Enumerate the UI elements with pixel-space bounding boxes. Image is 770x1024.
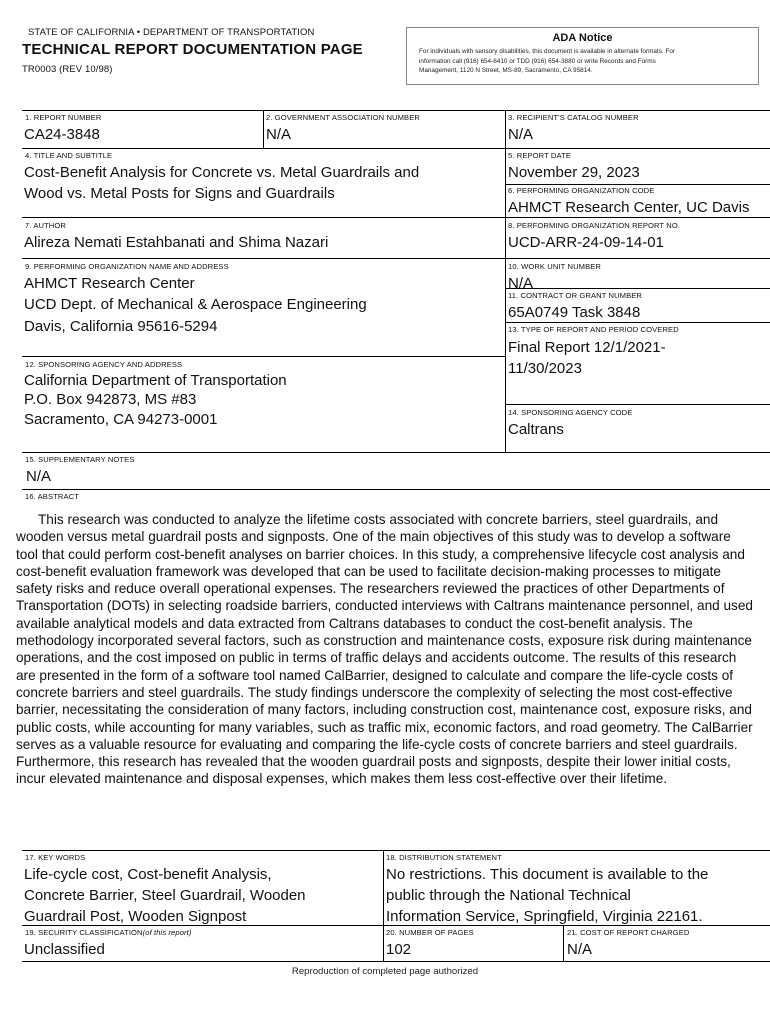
report-period-line-2: 11/30/2023 [508, 360, 582, 377]
distribution-line-2: public through the National Technical [386, 887, 631, 904]
abstract-body [16, 511, 756, 788]
number-of-pages-value: 102 [386, 941, 412, 958]
rule [22, 356, 506, 357]
performing-org-line-3: Davis, California 95616-5294 [24, 318, 218, 335]
supplementary-notes-value: N/A [26, 468, 52, 485]
form-id: TR0003 (REV 10/98) [22, 64, 113, 75]
security-classification-value: Unclassified [24, 941, 105, 958]
work-unit-label: 10. WORK UNIT NUMBER [508, 262, 601, 271]
title-line-1: Cost-Benefit Analysis for Concrete vs. Metal Guardrails and [24, 164, 420, 181]
sponsoring-agency-line-1: California Department of Transportation [24, 372, 287, 389]
ada-notice-line: Management, 1120 N Street, MS-89, Sacramento, CA 95814. [419, 67, 593, 74]
gov-association-number-value: N/A [266, 126, 292, 143]
performing-org-report-label: 8. PERFORMING ORGANIZATION REPORT NO. [508, 221, 681, 230]
report-period-label: 13. TYPE OF REPORT AND PERIOD COVERED [508, 325, 679, 334]
agency-line: STATE OF CALIFORNIA • DEPARTMENT OF TRANSPORTATION [28, 27, 315, 38]
rule [506, 288, 770, 289]
ada-notice-title: ADA Notice [552, 32, 613, 44]
supplementary-notes-label: 15. SUPPLEMENTARY NOTES [25, 455, 135, 464]
sponsoring-agency-line-3: Sacramento, CA 94273-0001 [24, 411, 218, 428]
rule [506, 184, 770, 185]
rule [506, 404, 770, 405]
performing-org-line-2: UCD Dept. of Mechanical & Aerospace Engineering [24, 296, 367, 313]
security-classification-label-note: (of this report) [142, 928, 192, 937]
rule [22, 148, 770, 149]
work-unit-value: N/A [508, 275, 534, 292]
author-value: Alireza Nemati Estahbanati and Shima Nazari [24, 234, 329, 251]
rule [563, 925, 564, 961]
rule [22, 850, 770, 851]
contract-grant-label: 11. CONTRACT OR GRANT NUMBER [508, 291, 643, 300]
rule [22, 258, 770, 259]
report-period-line-1: Final Report 12/1/2021- [508, 339, 666, 356]
security-classification-label-text: 19. SECURITY CLASSIFICATION [25, 928, 143, 937]
security-classification-label [25, 928, 192, 937]
rule [383, 850, 384, 961]
rule [22, 489, 770, 490]
rule [22, 961, 770, 962]
report-date-label: 5. REPORT DATE [508, 151, 572, 160]
ada-notice-line: For individuals with sensory disabilities, this document is available in alternate formats. For [419, 48, 676, 55]
title-subtitle-label: 4. TITLE AND SUBTITLE [25, 151, 113, 160]
cost-of-report-value: N/A [567, 941, 593, 958]
performing-org-line-1: AHMCT Research Center [24, 275, 195, 292]
distribution-statement-label: 18. DISTRIBUTION STATEMENT [386, 853, 502, 862]
ada-notice-box [406, 27, 759, 85]
key-words-line-1: Life-cycle cost, Cost-benefit Analysis, [24, 866, 272, 883]
abstract-text: This research was conducted to analyze the lifetime costs associated with concrete barriers, steel guardrails, and wooden versus metal guardrail posts and signposts. One of the main objectives of this study was to develop a software tool that could perform cost-benefit analyses on barrier choices. In this study, a comprehensive lifecycle cost analysis and cost-benefit evaluation framework was developed that can be used to facilitate decision-making processes to mitigate safety risks and reduce overall operational expenses. The researchers reviewed the practices of other Departments of Transportation (DOTs) in selecting roadside barriers, conducted interviews with Caltrans maintenance personnel, and used available analytical models and data extracted from Caltrans databases to conduct the cost-benefit analysis. The methodology incorporated several factors, such as construction and maintenance costs, exposure risk during maintenance operations, and the cost imposed on public in terms of traffic delays and accidents outcome. The results of this research are presented in the form of a software tool named CalBarrier, designed to calculate and compare the life-cycle costs of concrete barriers and steel guardrails. The study findings underscore the complexity of selecting the most cost-effective barrier, necessitating the consideration of many factors, including construction cost, maintenance cost, exposure risks, and public costs, while accounting for many variables, such as traffic mix, economic factors, and road geometry. The CalBarrier serves as a valuable resource for evaluating and comparing the life-cycle costs of concrete barriers and steel guardrails. Furthermore, this research has revealed that the wooden guardrail posts and signposts, despite their lower initial costs, incur elevated maintenance and disposal expenses, which makes them less cost-effective over their lifetime. [16, 512, 753, 787]
key-words-line-3: Guardrail Post, Wooden Signpost [24, 908, 247, 925]
rule [263, 110, 264, 148]
author-label: 7. AUTHOR [25, 221, 66, 230]
performing-org-name-label: 9. PERFORMING ORGANIZATION NAME AND ADDRESS [25, 262, 229, 271]
contract-grant-value: 65A0749 Task 3848 [508, 304, 641, 321]
abstract-label: 16. ABSTRACT [25, 492, 79, 501]
key-words-line-2: Concrete Barrier, Steel Guardrail, Wooden [24, 887, 306, 904]
key-words-label: 17. KEY WORDS [25, 853, 86, 862]
report-date-value: November 29, 2023 [508, 164, 640, 181]
sponsoring-agency-line-2: P.O. Box 942873, MS #83 [24, 391, 197, 408]
gov-association-number-label: 2. GOVERNMENT ASSOCIATION NUMBER [266, 113, 420, 122]
rule [22, 110, 770, 111]
rule [505, 110, 506, 452]
page-title: TECHNICAL REPORT DOCUMENTATION PAGE [22, 41, 363, 58]
performing-org-code-label: 6. PERFORMING ORGANIZATION CODE [508, 186, 655, 195]
rule [22, 452, 770, 453]
performing-org-report-value: UCD-ARR-24-09-14-01 [508, 234, 664, 251]
sponsoring-agency-label: 12. SPONSORING AGENCY AND ADDRESS [25, 360, 183, 369]
performing-org-code-value: AHMCT Research Center, UC Davis [508, 199, 750, 216]
cost-of-report-label: 21. COST OF REPORT CHARGED [567, 928, 690, 937]
recipient-catalog-label: 3. RECIPIENT'S CATALOG NUMBER [508, 113, 639, 122]
distribution-line-1: No restrictions. This document is available to the [386, 866, 709, 883]
report-number-label: 1. REPORT NUMBER [25, 113, 102, 122]
ada-notice-line: information call (916) 654-6410 or TDD (916) 654-3880 or write Records and Forms [419, 57, 656, 65]
footer-note: Reproduction of completed page authorized [291, 966, 479, 977]
sponsoring-agency-code-label: 14. SPONSORING AGENCY CODE [508, 408, 633, 417]
distribution-line-3: Information Service, Springfield, Virginia 22161. [386, 908, 703, 925]
number-of-pages-label: 20. NUMBER OF PAGES [386, 928, 474, 937]
recipient-catalog-value: N/A [508, 126, 534, 143]
ada-notice-text [419, 47, 750, 76]
sponsoring-agency-code-value: Caltrans [508, 421, 564, 438]
report-number-value: CA24-3848 [24, 126, 100, 143]
title-line-2: Wood vs. Metal Posts for Signs and Guardrails [24, 185, 335, 202]
